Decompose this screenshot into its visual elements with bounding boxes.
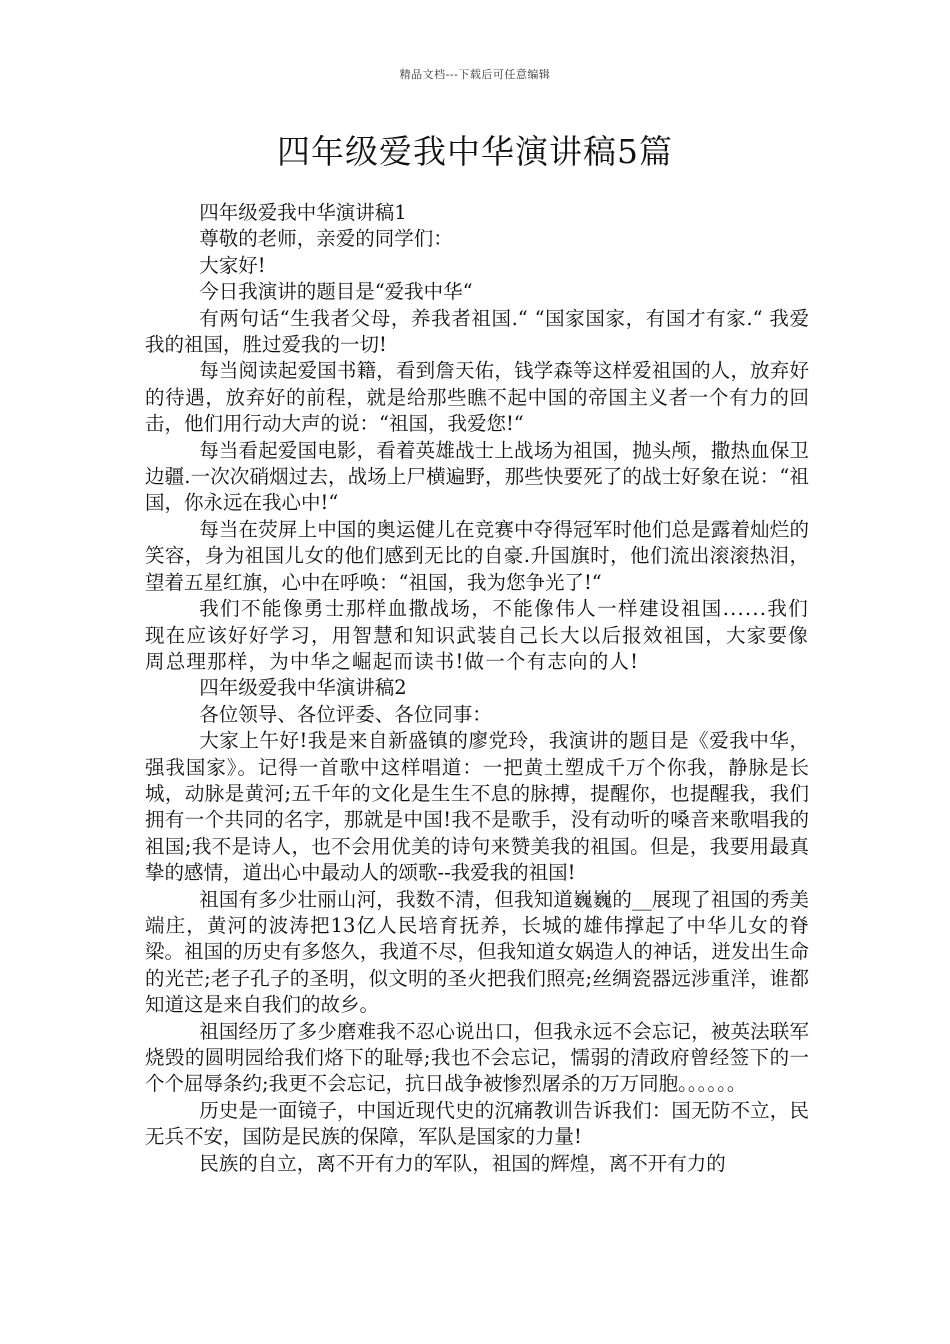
body-paragraph: 祖国有多少壮丽山河，我数不清，但我知道巍巍的__展现了祖国的秀美端庄，黄河的波涛把13亿人民培育抚养，长城的雄伟撑起了中华儿女的脊梁。祖国的历史有多悠久，我道不尽，但我知道女娲造人的神话，迸发出生命的光芒;老子孔子的圣明，似文明的圣火把我们照亮;丝绸瓷器远涉重洋，谁都知道这是来自我们的故乡。 bbox=[145, 887, 809, 1017]
speech-topic: 今日我演讲的题目是“爱我中华“ bbox=[199, 280, 473, 304]
body-paragraph: 有两句话“生我者父母，养我者祖国.“ “国家国家，有国才有家.“ 我爱我的祖国，胜过爱我的一切! bbox=[145, 306, 809, 357]
speech-1-heading: 四年级爱我中华演讲稿1 bbox=[199, 201, 407, 224]
salutation: 各位领导、各位评委、各位同事： bbox=[199, 702, 492, 726]
body-paragraph: 每当看起爱国电影，看着英雄战士上战场为祖国，抛头颅，撒热血保卫边疆.一次次硝烟过去，战场上尸横遍野，那些快要死了的战士好象在说：“祖国，你永远在我心中!“ bbox=[145, 438, 809, 515]
page-header-note: 精品文档---下载后可任意编辑 bbox=[399, 68, 551, 81]
document-body bbox=[145, 200, 809, 1177]
document-title: 四年级爱我中华演讲稿5篇 bbox=[277, 132, 673, 171]
body-paragraph: 祖国经历了多少磨难我不忍心说出口，但我永远不会忘记，被英法联军烧毁的圆明园给我们烙下的耻辱;我也不会忘记，懦弱的清政府曾经签下的一个个屈辱条约;我更不会忘记，抗日战争被惨烈屠杀的万万同胞。。。。。。 bbox=[145, 1019, 809, 1096]
body-paragraph: 我们不能像勇士那样血撒战场，不能像伟人一样建设祖国......我们现在应该好好学习，用智慧和知识武装自己长大以后报效祖国，大家要像周总理那样，为中华之崛起而读书!做一个有志向的人! bbox=[145, 597, 809, 673]
body-paragraph: 民族的自立，离不开有力的军队，祖国的辉煌，离不开有力的 bbox=[199, 1151, 726, 1175]
speech-2-heading: 四年级爱我中华演讲稿2 bbox=[199, 676, 407, 700]
salutation: 尊敬的老师，亲爱的同学们： bbox=[199, 227, 453, 251]
body-paragraph: 历史是一面镜子，中国近现代史的沉痛教训告诉我们：国无防不立，民无兵不安，国防是民族的保障，军队是国家的力量! bbox=[145, 1098, 809, 1149]
body-paragraph: 每当阅读起爱国书籍，看到詹天佑，钱学森等这样爱祖国的人，放弃好的待遇，放弃好的前程，就是给那些瞧不起中国的帝国主义者一个有力的回击，他们用行动大声的说：“祖国，我爱您!“ bbox=[145, 359, 809, 436]
body-paragraph: 每当在荧屏上中国的奥运健儿在竞赛中夺得冠军时他们总是露着灿烂的笑容，身为祖国儿女的他们感到无比的自豪.升国旗时，他们流出滚滚热泪，望着五星红旗，心中在呼唤：“祖国，我为您争光了!“ bbox=[145, 517, 809, 594]
greeting: 大家好! bbox=[199, 253, 266, 277]
body-paragraph: 大家上午好!我是来自新盛镇的廖党玲，我演讲的题目是《爱我中华，强我国家》。记得一首歌中这样唱道：一把黄土塑成千万个你我，静脉是长城，动脉是黄河;五千年的文化是生生不息的脉搏，提醒你，也提醒我，我们拥有一个共同的名字，那就是中国!我不是歌手，没有动听的嗓音来歌唱我的祖国;我不是诗人，也不会用优美的诗句来赞美我的祖国。但是，我要用最真挚的感情，道出心中最动人的颂歌--我爱我的祖国! bbox=[145, 729, 809, 885]
